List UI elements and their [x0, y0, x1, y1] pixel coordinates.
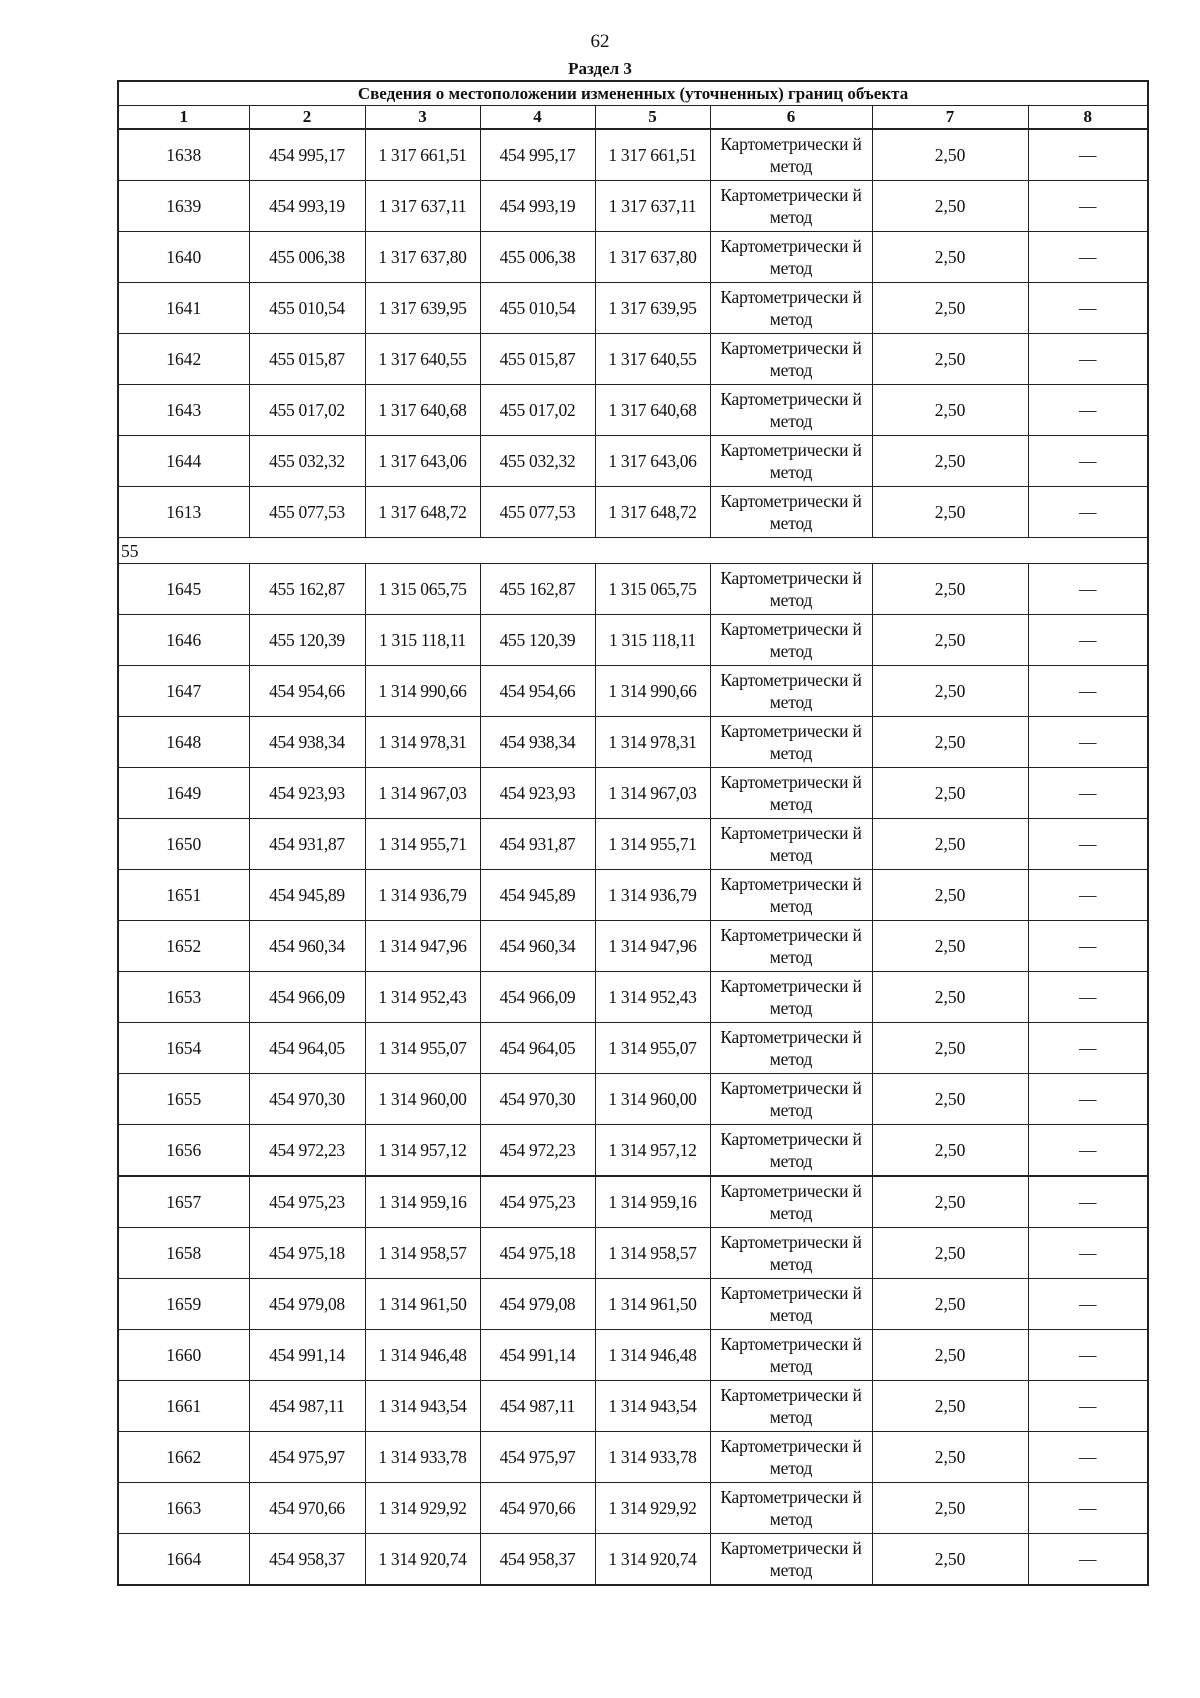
y-new-cell: 1 314 955,71	[595, 819, 710, 870]
point-number-cell: 1638	[118, 129, 249, 181]
note-cell: —	[1028, 1432, 1148, 1483]
point-number-cell: 1663	[118, 1483, 249, 1534]
method-cell: Картометрически й метод	[710, 283, 872, 334]
y-existing-cell: 1 317 643,06	[365, 436, 480, 487]
point-number-cell: 1662	[118, 1432, 249, 1483]
accuracy-cell: 2,50	[872, 1432, 1028, 1483]
method-cell: Картометрически й метод	[710, 385, 872, 436]
method-cell: Картометрически й метод	[710, 181, 872, 232]
accuracy-cell: 2,50	[872, 870, 1028, 921]
accuracy-cell: 2,50	[872, 666, 1028, 717]
note-cell: —	[1028, 615, 1148, 666]
x-new-cell: 455 015,87	[480, 334, 595, 385]
x-new-cell: 455 006,38	[480, 232, 595, 283]
point-number-cell: 1653	[118, 972, 249, 1023]
y-new-cell: 1 315 065,75	[595, 564, 710, 615]
accuracy-cell: 2,50	[872, 819, 1028, 870]
table-row	[118, 615, 1148, 666]
y-new-cell: 1 317 639,95	[595, 283, 710, 334]
method-cell: Картометрически й метод	[710, 487, 872, 538]
point-number-cell: 1655	[118, 1074, 249, 1125]
x-new-cell: 454 954,66	[480, 666, 595, 717]
x-new-cell: 454 958,37	[480, 1534, 595, 1586]
x-new-cell: 454 972,23	[480, 1125, 595, 1177]
y-new-cell: 1 314 929,92	[595, 1483, 710, 1534]
accuracy-cell: 2,50	[872, 334, 1028, 385]
x-existing-cell: 454 945,89	[249, 870, 365, 921]
point-number-cell: 1644	[118, 436, 249, 487]
y-new-cell: 1 317 640,68	[595, 385, 710, 436]
y-existing-cell: 1 317 640,55	[365, 334, 480, 385]
x-existing-cell: 455 006,38	[249, 232, 365, 283]
point-number-cell: 1643	[118, 385, 249, 436]
note-cell: —	[1028, 1228, 1148, 1279]
point-number-cell: 1647	[118, 666, 249, 717]
y-new-cell: 1 314 967,03	[595, 768, 710, 819]
y-new-cell: 1 314 920,74	[595, 1534, 710, 1586]
method-cell: Картометрически й метод	[710, 436, 872, 487]
y-existing-cell: 1 314 978,31	[365, 717, 480, 768]
method-cell: Картометрически й метод	[710, 615, 872, 666]
y-new-cell: 1 317 637,80	[595, 232, 710, 283]
y-existing-cell: 1 314 957,12	[365, 1125, 480, 1177]
y-existing-cell: 1 314 952,43	[365, 972, 480, 1023]
x-existing-cell: 455 162,87	[249, 564, 365, 615]
method-cell: Картометрически й метод	[710, 870, 872, 921]
note-cell: —	[1028, 1125, 1148, 1177]
accuracy-cell: 2,50	[872, 1074, 1028, 1125]
x-new-cell: 455 010,54	[480, 283, 595, 334]
x-existing-cell: 454 938,34	[249, 717, 365, 768]
note-cell: —	[1028, 385, 1148, 436]
note-cell: —	[1028, 1176, 1148, 1228]
y-new-cell: 1 317 661,51	[595, 129, 710, 181]
y-existing-cell: 1 314 961,50	[365, 1279, 480, 1330]
note-cell: —	[1028, 436, 1148, 487]
accuracy-cell: 2,50	[872, 283, 1028, 334]
accuracy-cell: 2,50	[872, 1228, 1028, 1279]
column-number-4: 4	[480, 106, 595, 130]
x-existing-cell: 454 991,14	[249, 1330, 365, 1381]
x-new-cell: 454 923,93	[480, 768, 595, 819]
y-existing-cell: 1 317 637,80	[365, 232, 480, 283]
note-cell: —	[1028, 921, 1148, 972]
y-new-cell: 1 317 648,72	[595, 487, 710, 538]
point-number-cell: 1649	[118, 768, 249, 819]
table-row	[118, 666, 1148, 717]
accuracy-cell: 2,50	[872, 1023, 1028, 1074]
x-existing-cell: 454 970,30	[249, 1074, 365, 1125]
accuracy-cell: 2,50	[872, 487, 1028, 538]
x-existing-cell: 454 993,19	[249, 181, 365, 232]
method-cell: Картометрически й метод	[710, 717, 872, 768]
column-number-8: 8	[1028, 106, 1148, 130]
x-new-cell: 455 017,02	[480, 385, 595, 436]
note-cell: —	[1028, 283, 1148, 334]
note-cell: —	[1028, 1330, 1148, 1381]
method-cell: Картометрически й метод	[710, 1381, 872, 1432]
x-existing-cell: 454 958,37	[249, 1534, 365, 1586]
x-existing-cell: 454 975,97	[249, 1432, 365, 1483]
point-number-cell: 1641	[118, 283, 249, 334]
x-existing-cell: 454 964,05	[249, 1023, 365, 1074]
y-existing-cell: 1 314 936,79	[365, 870, 480, 921]
x-existing-cell: 454 966,09	[249, 972, 365, 1023]
x-new-cell: 455 162,87	[480, 564, 595, 615]
x-new-cell: 454 938,34	[480, 717, 595, 768]
x-existing-cell: 454 972,23	[249, 1125, 365, 1177]
table-row	[118, 921, 1148, 972]
method-cell: Картометрически й метод	[710, 564, 872, 615]
table-row	[118, 1534, 1148, 1586]
accuracy-cell: 2,50	[872, 921, 1028, 972]
table-row	[118, 283, 1148, 334]
point-number-cell: 1640	[118, 232, 249, 283]
y-new-cell: 1 314 960,00	[595, 1074, 710, 1125]
group-label: 55	[118, 538, 1148, 564]
y-existing-cell: 1 317 661,51	[365, 129, 480, 181]
y-existing-cell: 1 314 933,78	[365, 1432, 480, 1483]
method-cell: Картометрически й метод	[710, 768, 872, 819]
x-existing-cell: 454 970,66	[249, 1483, 365, 1534]
x-existing-cell: 455 010,54	[249, 283, 365, 334]
note-cell: —	[1028, 1023, 1148, 1074]
note-cell: —	[1028, 1381, 1148, 1432]
table-row	[118, 1483, 1148, 1534]
note-cell: —	[1028, 564, 1148, 615]
y-existing-cell: 1 314 967,03	[365, 768, 480, 819]
column-number-3: 3	[365, 106, 480, 130]
point-number-cell: 1613	[118, 487, 249, 538]
x-new-cell: 454 979,08	[480, 1279, 595, 1330]
point-number-cell: 1650	[118, 819, 249, 870]
x-new-cell: 454 964,05	[480, 1023, 595, 1074]
y-new-cell: 1 314 933,78	[595, 1432, 710, 1483]
x-existing-cell: 454 975,23	[249, 1176, 365, 1228]
point-number-cell: 1660	[118, 1330, 249, 1381]
y-existing-cell: 1 314 946,48	[365, 1330, 480, 1381]
point-number-cell: 1648	[118, 717, 249, 768]
note-cell: —	[1028, 232, 1148, 283]
method-cell: Картометрически й метод	[710, 1074, 872, 1125]
x-new-cell: 454 970,30	[480, 1074, 595, 1125]
x-existing-cell: 454 979,08	[249, 1279, 365, 1330]
y-existing-cell: 1 315 065,75	[365, 564, 480, 615]
x-new-cell: 454 960,34	[480, 921, 595, 972]
point-number-cell: 1659	[118, 1279, 249, 1330]
y-existing-cell: 1 314 947,96	[365, 921, 480, 972]
accuracy-cell: 2,50	[872, 1381, 1028, 1432]
y-new-cell: 1 314 946,48	[595, 1330, 710, 1381]
accuracy-cell: 2,50	[872, 129, 1028, 181]
method-cell: Картометрически й метод	[710, 1534, 872, 1586]
x-new-cell: 454 966,09	[480, 972, 595, 1023]
y-new-cell: 1 314 947,96	[595, 921, 710, 972]
table-row	[118, 232, 1148, 283]
accuracy-cell: 2,50	[872, 1534, 1028, 1586]
x-existing-cell: 455 015,87	[249, 334, 365, 385]
point-number-cell: 1658	[118, 1228, 249, 1279]
accuracy-cell: 2,50	[872, 717, 1028, 768]
column-number-1: 1	[118, 106, 249, 130]
x-new-cell: 454 975,97	[480, 1432, 595, 1483]
x-existing-cell: 454 975,18	[249, 1228, 365, 1279]
y-existing-cell: 1 314 958,57	[365, 1228, 480, 1279]
method-cell: Картометрически й метод	[710, 819, 872, 870]
table-row	[118, 768, 1148, 819]
note-cell: —	[1028, 487, 1148, 538]
x-existing-cell: 455 032,32	[249, 436, 365, 487]
accuracy-cell: 2,50	[872, 564, 1028, 615]
accuracy-cell: 2,50	[872, 1176, 1028, 1228]
x-new-cell: 454 975,18	[480, 1228, 595, 1279]
y-new-cell: 1 314 959,16	[595, 1176, 710, 1228]
method-cell: Картометрически й метод	[710, 232, 872, 283]
point-number-cell: 1642	[118, 334, 249, 385]
method-cell: Картометрически й метод	[710, 1023, 872, 1074]
note-cell: —	[1028, 768, 1148, 819]
method-cell: Картометрически й метод	[710, 1330, 872, 1381]
accuracy-cell: 2,50	[872, 232, 1028, 283]
x-new-cell: 454 970,66	[480, 1483, 595, 1534]
x-existing-cell: 455 120,39	[249, 615, 365, 666]
note-cell: —	[1028, 1534, 1148, 1586]
note-cell: —	[1028, 972, 1148, 1023]
y-existing-cell: 1 314 929,92	[365, 1483, 480, 1534]
table-row	[118, 564, 1148, 615]
y-existing-cell: 1 314 955,71	[365, 819, 480, 870]
note-cell: —	[1028, 1483, 1148, 1534]
point-number-cell: 1646	[118, 615, 249, 666]
accuracy-cell: 2,50	[872, 972, 1028, 1023]
note-cell: —	[1028, 129, 1148, 181]
x-existing-cell: 454 960,34	[249, 921, 365, 972]
table-row	[118, 334, 1148, 385]
note-cell: —	[1028, 870, 1148, 921]
table-row	[118, 819, 1148, 870]
note-cell: —	[1028, 334, 1148, 385]
note-cell: —	[1028, 717, 1148, 768]
column-number-2: 2	[249, 106, 365, 130]
x-new-cell: 454 987,11	[480, 1381, 595, 1432]
y-existing-cell: 1 314 943,54	[365, 1381, 480, 1432]
method-cell: Картометрически й метод	[710, 129, 872, 181]
accuracy-cell: 2,50	[872, 385, 1028, 436]
method-cell: Картометрически й метод	[710, 334, 872, 385]
y-existing-cell: 1 314 920,74	[365, 1534, 480, 1586]
y-existing-cell: 1 314 959,16	[365, 1176, 480, 1228]
x-existing-cell: 455 017,02	[249, 385, 365, 436]
table-row	[118, 385, 1148, 436]
table-row	[118, 1381, 1148, 1432]
point-number-cell: 1651	[118, 870, 249, 921]
y-new-cell: 1 317 643,06	[595, 436, 710, 487]
y-existing-cell: 1 317 640,68	[365, 385, 480, 436]
page-number: 62	[590, 31, 610, 52]
table-row	[118, 1279, 1148, 1330]
table-row	[118, 1074, 1148, 1125]
point-number-cell: 1652	[118, 921, 249, 972]
y-new-cell: 1 314 957,12	[595, 1125, 710, 1177]
boundary-coordinates-table	[117, 80, 1149, 1586]
table-row	[118, 870, 1148, 921]
y-existing-cell: 1 317 648,72	[365, 487, 480, 538]
method-cell: Картометрически й метод	[710, 972, 872, 1023]
point-number-cell: 1656	[118, 1125, 249, 1177]
x-existing-cell: 454 931,87	[249, 819, 365, 870]
table-caption-row	[118, 81, 1148, 106]
y-new-cell: 1 314 978,31	[595, 717, 710, 768]
accuracy-cell: 2,50	[872, 436, 1028, 487]
note-cell: —	[1028, 819, 1148, 870]
x-existing-cell: 454 987,11	[249, 1381, 365, 1432]
y-new-cell: 1 314 943,54	[595, 1381, 710, 1432]
section-title: Раздел 3	[568, 59, 632, 78]
table-row	[118, 1125, 1148, 1177]
note-cell: —	[1028, 1074, 1148, 1125]
column-number-6: 6	[710, 106, 872, 130]
y-new-cell: 1 314 958,57	[595, 1228, 710, 1279]
method-cell: Картометрически й метод	[710, 1279, 872, 1330]
column-number-7: 7	[872, 106, 1028, 130]
x-new-cell: 454 993,19	[480, 181, 595, 232]
table-row	[118, 1228, 1148, 1279]
x-new-cell: 454 995,17	[480, 129, 595, 181]
y-new-cell: 1 314 952,43	[595, 972, 710, 1023]
group-label-row	[118, 538, 1148, 564]
y-existing-cell: 1 317 639,95	[365, 283, 480, 334]
accuracy-cell: 2,50	[872, 1330, 1028, 1381]
y-existing-cell: 1 314 960,00	[365, 1074, 480, 1125]
table-row	[118, 1432, 1148, 1483]
method-cell: Картометрически й метод	[710, 1125, 872, 1177]
accuracy-cell: 2,50	[872, 1279, 1028, 1330]
x-new-cell: 455 077,53	[480, 487, 595, 538]
table-row	[118, 1176, 1148, 1228]
accuracy-cell: 2,50	[872, 615, 1028, 666]
note-cell: —	[1028, 181, 1148, 232]
table-caption: Сведения о местоположении измененных (уточненных) границ объекта	[118, 81, 1148, 106]
x-existing-cell: 455 077,53	[249, 487, 365, 538]
accuracy-cell: 2,50	[872, 1125, 1028, 1177]
x-existing-cell: 454 954,66	[249, 666, 365, 717]
method-cell: Картометрически й метод	[710, 1228, 872, 1279]
y-new-cell: 1 314 936,79	[595, 870, 710, 921]
y-new-cell: 1 317 640,55	[595, 334, 710, 385]
accuracy-cell: 2,50	[872, 1483, 1028, 1534]
table-row	[118, 717, 1148, 768]
point-number-cell: 1661	[118, 1381, 249, 1432]
x-existing-cell: 454 923,93	[249, 768, 365, 819]
column-number-row	[118, 106, 1148, 130]
method-cell: Картометрически й метод	[710, 1483, 872, 1534]
y-new-cell: 1 314 990,66	[595, 666, 710, 717]
x-existing-cell: 454 995,17	[249, 129, 365, 181]
x-new-cell: 455 120,39	[480, 615, 595, 666]
note-cell: —	[1028, 1279, 1148, 1330]
x-new-cell: 454 931,87	[480, 819, 595, 870]
x-new-cell: 455 032,32	[480, 436, 595, 487]
x-new-cell: 454 991,14	[480, 1330, 595, 1381]
table-row	[118, 972, 1148, 1023]
point-number-cell: 1664	[118, 1534, 249, 1586]
y-existing-cell: 1 315 118,11	[365, 615, 480, 666]
point-number-cell: 1657	[118, 1176, 249, 1228]
y-existing-cell: 1 314 955,07	[365, 1023, 480, 1074]
table-row	[118, 1023, 1148, 1074]
table-row	[118, 1330, 1148, 1381]
table-row	[118, 487, 1148, 538]
method-cell: Картометрически й метод	[710, 1432, 872, 1483]
y-new-cell: 1 317 637,11	[595, 181, 710, 232]
y-existing-cell: 1 317 637,11	[365, 181, 480, 232]
y-new-cell: 1 314 955,07	[595, 1023, 710, 1074]
table-body	[118, 81, 1148, 1585]
table-row	[118, 181, 1148, 232]
note-cell: —	[1028, 666, 1148, 717]
method-cell: Картометрически й метод	[710, 921, 872, 972]
method-cell: Картометрически й метод	[710, 1176, 872, 1228]
accuracy-cell: 2,50	[872, 181, 1028, 232]
table-row	[118, 436, 1148, 487]
x-new-cell: 454 945,89	[480, 870, 595, 921]
column-number-5: 5	[595, 106, 710, 130]
method-cell: Картометрически й метод	[710, 666, 872, 717]
y-new-cell: 1 315 118,11	[595, 615, 710, 666]
y-existing-cell: 1 314 990,66	[365, 666, 480, 717]
point-number-cell: 1645	[118, 564, 249, 615]
y-new-cell: 1 314 961,50	[595, 1279, 710, 1330]
x-new-cell: 454 975,23	[480, 1176, 595, 1228]
table-row	[118, 129, 1148, 181]
point-number-cell: 1654	[118, 1023, 249, 1074]
accuracy-cell: 2,50	[872, 768, 1028, 819]
point-number-cell: 1639	[118, 181, 249, 232]
